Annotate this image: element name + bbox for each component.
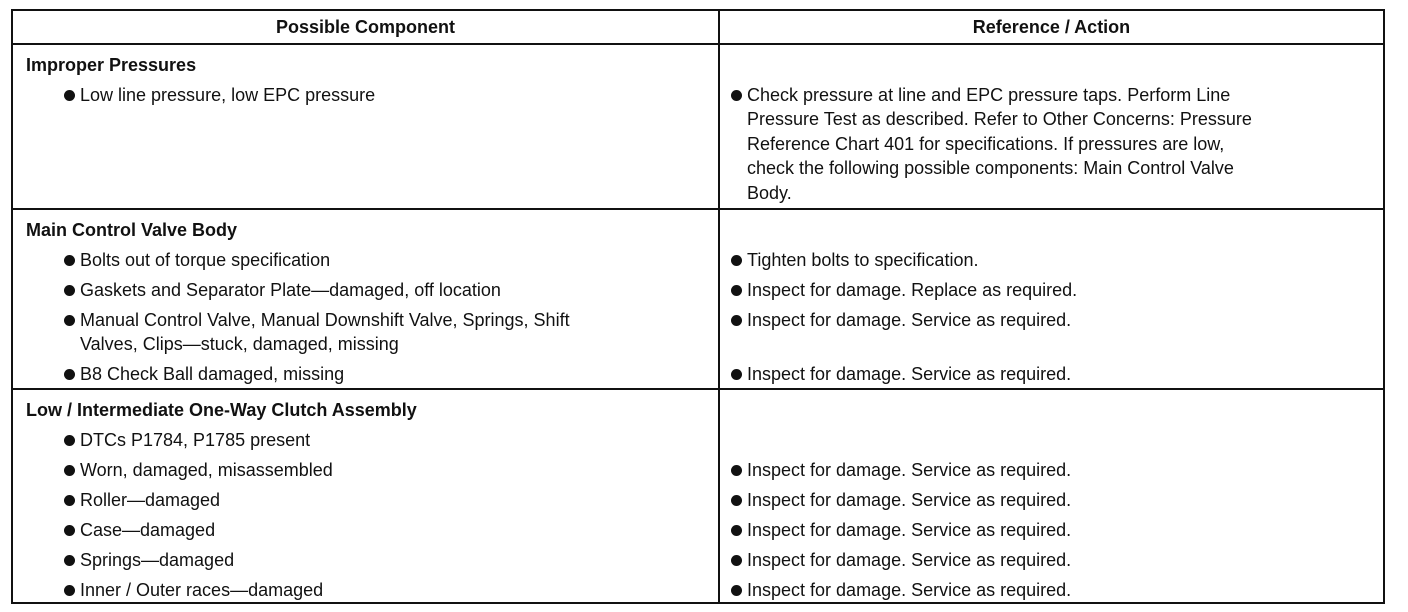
- action-text-line: Tighten bolts to specification.: [747, 250, 979, 270]
- component-item: Case—damaged: [80, 520, 216, 540]
- action-text-line: check the following possible components: Main Control Valve: [747, 158, 1234, 178]
- bullet-icon: [64, 525, 75, 536]
- component-item: Low line pressure, low EPC pressure: [80, 85, 376, 105]
- bullet-icon: [64, 495, 75, 506]
- action-text-line: Inspect for damage. Service as required.: [747, 520, 1072, 540]
- action-text-line: Pressure Test as described. Refer to Other Concerns: Pressure: [747, 109, 1252, 129]
- action-text-line: Inspect for damage. Service as required.: [747, 550, 1072, 570]
- component-item: DTCs P1784, P1785 present: [80, 430, 311, 450]
- action-text-line: Inspect for damage. Service as required.: [747, 364, 1072, 384]
- bullet-icon: [64, 315, 75, 326]
- component-item: B8 Check Ball damaged, missing: [80, 364, 345, 384]
- bullet-icon: [731, 285, 742, 296]
- section-title-main-control-valve-body: Main Control Valve Body: [26, 220, 238, 240]
- header-divider: [13, 43, 1383, 45]
- header-possible-component: Possible Component: [275, 17, 455, 37]
- section-title-one-way-clutch-assembly: Low / Intermediate One-Way Clutch Assembly: [26, 400, 417, 420]
- bullet-icon: [731, 315, 742, 326]
- bullet-icon: [64, 285, 75, 296]
- component-item: Inner / Outer races—damaged: [80, 580, 324, 600]
- action-text-line: Inspect for damage. Service as required.: [747, 580, 1072, 600]
- section-divider: [13, 388, 1383, 390]
- action-text-line: Check pressure at line and EPC pressure taps. Perform Line: [747, 85, 1231, 105]
- action-text-line: Inspect for damage. Service as required.: [747, 490, 1072, 510]
- bullet-icon: [731, 495, 742, 506]
- section-divider: [13, 208, 1383, 210]
- column-divider: [718, 11, 720, 602]
- bullet-icon: [731, 369, 742, 380]
- bullet-icon: [64, 465, 75, 476]
- action-text-line: Inspect for damage. Replace as required.: [747, 280, 1078, 300]
- bullet-icon: [731, 555, 742, 566]
- component-item: Worn, damaged, misassembled: [80, 460, 333, 480]
- bullet-icon: [64, 585, 75, 596]
- bullet-icon: [64, 369, 75, 380]
- bullet-icon: [731, 465, 742, 476]
- bullet-icon: [731, 585, 742, 596]
- bullet-icon: [731, 255, 742, 266]
- section-title-improper-pressures: Improper Pressures: [26, 55, 197, 75]
- component-item-continued: Valves, Clips—stuck, damaged, missing: [80, 334, 399, 354]
- bullet-icon: [64, 555, 75, 566]
- component-item: Roller—damaged: [80, 490, 221, 510]
- bullet-icon: [731, 525, 742, 536]
- bullet-icon: [64, 255, 75, 266]
- bullet-icon: [64, 90, 75, 101]
- bullet-icon: [731, 90, 742, 101]
- action-text-line: Inspect for damage. Service as required.: [747, 460, 1072, 480]
- diagnosis-table: [11, 9, 1385, 604]
- component-item: Springs—damaged: [80, 550, 235, 570]
- action-text-line: Body.: [747, 183, 792, 203]
- component-item: Manual Control Valve, Manual Downshift Valve, Springs, Shift: [80, 310, 570, 330]
- component-item: Gaskets and Separator Plate—damaged, off location: [80, 280, 501, 300]
- bullet-icon: [64, 435, 75, 446]
- action-text-line: Reference Chart 401 for specifications. If pressures are low,: [747, 134, 1225, 154]
- action-text-line: Inspect for damage. Service as required.: [747, 310, 1072, 330]
- header-reference-action: Reference / Action: [972, 17, 1131, 37]
- component-item: Bolts out of torque specification: [80, 250, 331, 270]
